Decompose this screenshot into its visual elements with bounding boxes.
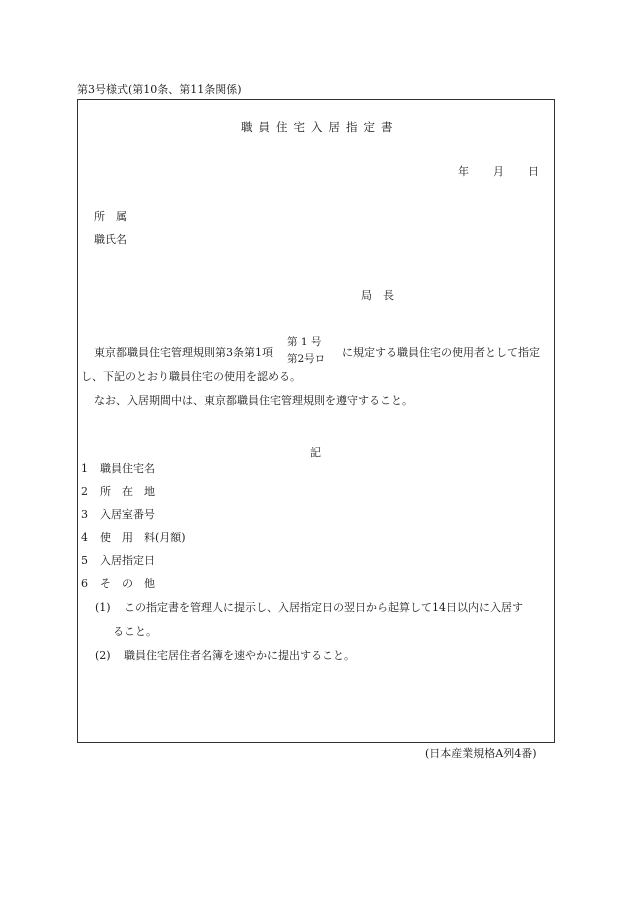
item-number: 2 (81, 485, 88, 498)
item-label-location: 所 在 地 (100, 485, 155, 498)
item-number: 3 (81, 508, 88, 521)
item-label-room-number: 入居室番号 (100, 508, 155, 521)
subitem-text-line2: ること。 (113, 625, 157, 638)
body-line1-suffix: に規定する職員住宅の使用者として指定 (342, 346, 540, 359)
form-frame (77, 99, 555, 743)
body-line3: なお、入居期間中は、東京都職員住宅管理規則を遵守すること。 (94, 394, 413, 407)
notes-heading: 記 (310, 446, 321, 459)
affiliation-label: 所 属 (94, 210, 127, 223)
subitem-number: (2) (95, 649, 111, 662)
subitem-text-line1: 職員住宅居住者名簿を速やかに提出すること。 (124, 649, 355, 662)
item-number: 1 (81, 462, 88, 475)
item-number: 6 (81, 577, 88, 590)
date-year-label: 年 (458, 165, 469, 178)
issuer-label: 局 長 (361, 289, 394, 302)
body-option-2: 第2号ロ (287, 353, 326, 365)
body-line2: し、下記のとおり職員住宅の使用を認める。 (81, 370, 301, 383)
subitem-number: (1) (95, 601, 111, 614)
item-label-housing-name: 職員住宅名 (100, 462, 155, 475)
body-line1-prefix: 東京都職員住宅管理規則第3条第1項 (94, 346, 273, 359)
paper-size-note: (日本産業規格A列4番) (425, 747, 537, 760)
item-label-usage-fee: 使 用 料(月額) (100, 531, 186, 544)
date-month-label: 月 (493, 165, 504, 178)
item-label-other: そ の 他 (100, 577, 155, 590)
form-number: 第3号様式(第10条、第11条関係) (77, 83, 242, 96)
body-option-1: 第 1 号 (287, 336, 322, 348)
item-label-move-in-date: 入居指定日 (100, 554, 155, 567)
subitem-text-line1: この指定書を管理人に提示し、入居指定日の翌日から起算して14日以内に入居す (124, 601, 523, 614)
document-title: 職員住宅入居指定書 (241, 120, 399, 134)
item-number: 5 (81, 554, 88, 567)
name-title-label: 職氏名 (94, 233, 127, 246)
item-number: 4 (81, 531, 88, 544)
date-day-label: 日 (528, 165, 539, 178)
